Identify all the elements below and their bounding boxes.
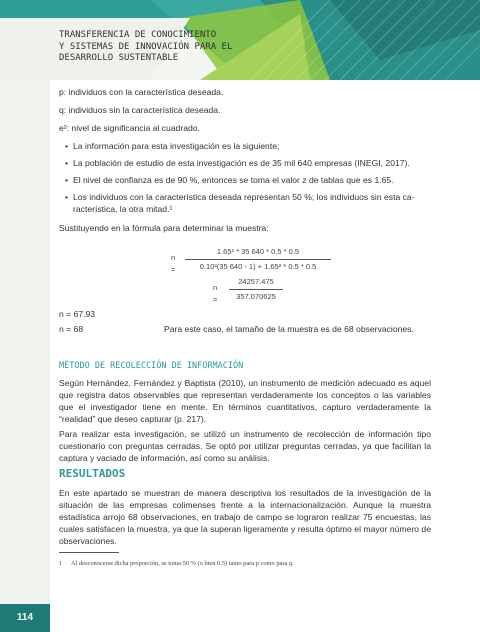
results-paragraph-1: En este apartado se muestran de manera descriptiva los resultados de la investigación de la situación de las empresas colimenses frente a la internacionalización. Aunque la muestra estadística arrojo 68 observaciones, en trabajo de campo se lograron realizar 75 encuestas, las cuales satisfacen la muestra, ya que la superan ligeramente y resulta óptimo el mayor número de observaciones. — [59, 488, 431, 546]
result-note: Para este caso, el tamaño de la muestra es de 68 observaciones. — [164, 324, 414, 334]
bullet-item: • Los individuos con la característica deseada representan 50 %; los individuos sin esta ca- racterística, la otra mitad.¹ — [65, 191, 431, 215]
definition-e2: e²: nivel de significancia al cuadrado. — [59, 123, 200, 133]
formula-2-numerator: 24257.475 — [229, 276, 283, 290]
definition-q: q: individuos sin la característica deseada. — [59, 105, 221, 115]
header-band — [0, 0, 480, 80]
formula-1-denominator: 0.10²(35 640 - 1) + 1.65² * 0.5 * 0.5 — [199, 262, 317, 271]
bullet-item: • La información para esta investigación es la siguiente; — [65, 140, 431, 152]
section-title-results: RESULTADOS — [59, 467, 126, 480]
formula-1-lhs: n = — [171, 253, 176, 274]
page-number: 114 — [0, 604, 50, 632]
substitution-text: Sustituyendo en la fórmula para determinar la muestra: — [59, 223, 269, 233]
bullet-item: • El nivel de confianza es de 90 %, entonces se toma el valor z de tablas que es 1.65. — [65, 174, 431, 186]
result-rounded: n = 68 — [59, 324, 84, 334]
method-paragraph-2: Para realizar esta investigación, se utilizó un instrumento de recolección de información tipo cuestionario con preguntas cerradas. Se optó por utilizar preguntas cerradas, ya que facilitan la captura y vaciado de información, así como su análisis. — [59, 429, 431, 463]
result-decimal: n = 67.93 — [59, 309, 96, 319]
footnote — [59, 558, 294, 570]
footnote-rule — [59, 552, 119, 553]
method-paragraph-1: Según Hernández, Fernández y Baptista (2010), un instrumento de medición adecuado es aquel que registra datos observables que representan verdaderamente los conceptos o las variables que el investigador tiene en mente. En términos cuantitativos, capturo verdaderamente la “realidad” que deseo capturar (p. 217). — [59, 378, 431, 424]
running-header — [59, 30, 232, 65]
footnote-number: 1 — [59, 560, 63, 567]
header-line-1: TRANSFERENCIA DE CONOCIMIENTO — [59, 30, 217, 40]
formula-2-denominator: 357.070625 — [236, 292, 276, 301]
header-line-2: Y SISTEMAS DE INNOVACIÓN PARA EL — [59, 41, 233, 52]
header-line-3: DESARROLLO SUSTENTABLE — [59, 53, 179, 63]
bullet-item: • La población de estudio de esta investigación es de 35 mil 640 empresas (INEGI, 2017). — [65, 157, 431, 169]
formula-2-fraction — [229, 276, 283, 303]
left-margin-bar — [0, 80, 50, 632]
section-title-method: MÉTODO DE RECOLECCIÓN DE INFORMACIÓN — [59, 361, 244, 371]
footnote-text: Al desconocerse dicha proporción, se toma 50 % (o bien 0.5) tanto para p como para q. — [71, 560, 294, 567]
formula-1-fraction — [185, 246, 331, 273]
formula-1-numerator: 1.65² * 35 640 * 0.5 * 0.5 — [185, 246, 331, 260]
definition-p: p: individuos con la característica deseada. — [59, 87, 224, 97]
formula-2-lhs: n = — [213, 283, 218, 304]
